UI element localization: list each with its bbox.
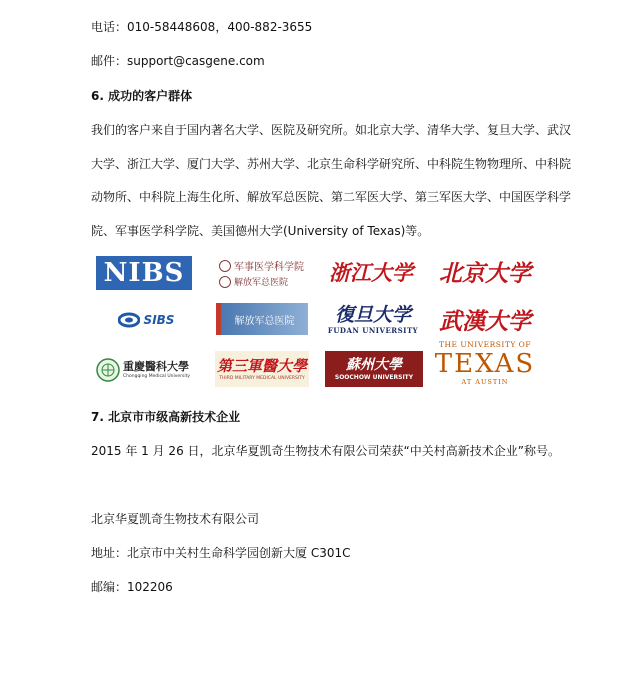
section-7-heading: 7. 北京市市级高新技术企业 — [91, 410, 241, 424]
cqmu-emblem-icon — [96, 358, 120, 382]
amms-emblem-icon-2 — [219, 276, 231, 288]
footer-company: 北京华夏凯奇生物技术有限公司 — [91, 512, 260, 526]
ut-logo-main: TEXAS — [434, 348, 536, 379]
suda-logo-en: SOOCHOW UNIVERSITY — [334, 374, 414, 381]
client-logos-grid — [96, 253, 536, 389]
sibs-logo — [106, 305, 186, 335]
section-6-heading: 6. 成功的客户群体 — [91, 89, 193, 103]
amms-top-text: 军事医学科学院 — [234, 262, 304, 273]
cqmu-logo-cn: 重慶醫科大學 — [123, 360, 189, 373]
tmmu-logo-en: THIRD MILITARY MEDICAL UNIVERSITY — [219, 376, 305, 381]
chinese-pla-hospital-logo — [216, 303, 308, 335]
section-6-line-3: 动物所、中科院上海生化所、解放军总医院、第二军医大学、第三军医大学、中国医学科学 — [91, 190, 572, 204]
zju-logo — [324, 255, 418, 289]
section-6-line-4: 院、军事医学科学院、美国德州大学(University of Texas)等。 — [91, 224, 430, 238]
fudan-logo-cn: 復旦大学 — [334, 303, 411, 326]
amms-bottom-text: 解放军总医院 — [234, 278, 289, 288]
ut-logo-top: THE UNIVERSITY OF — [438, 339, 532, 349]
amms-logo — [215, 255, 309, 291]
nibs-logo — [96, 256, 192, 290]
ut-austin-logo — [434, 337, 536, 389]
sibs-swirl-icon — [118, 312, 140, 328]
pku-logo — [434, 253, 536, 289]
suda-logo — [325, 351, 423, 387]
nibs-logo-text: NIBS — [103, 258, 185, 288]
cpla-logo-text: 解放军总医院 — [234, 315, 295, 327]
section-6-line-2: 大学、浙江大学、厦门大学、苏州大学、北京生命科学研究所、中科院生物物理所、中科院 — [91, 157, 572, 171]
section-6-line-1: 我们的客户来自于国内著名大学、医院及研究所。如北京大学、清华大学、复旦大学、武汉 — [91, 123, 572, 137]
fudan-logo — [325, 301, 421, 337]
footer-postcode: 邮编：102206 — [91, 580, 173, 594]
contact-phone: 电话：010-58448608，400-882-3655 — [91, 20, 313, 34]
amms-emblem-icon — [219, 260, 231, 272]
whu-logo-text: 武漢大学 — [439, 307, 531, 335]
whu-logo — [434, 301, 536, 337]
cqmu-logo-en: Chongqing Medical University — [123, 374, 191, 379]
footer-address: 地址：北京市中关村生命科学园创新大厦 C301C — [91, 546, 351, 560]
section-7-para: 2015 年 1 月 26 日，北京华夏凯奇生物技术有限公司荣获“中关村高新技术企业”称号。 — [91, 444, 560, 458]
ut-logo-bottom: AT AUSTIN — [461, 377, 509, 386]
suda-logo-cn: 蘇州大學 — [346, 357, 402, 373]
pku-logo-text: 北京大学 — [439, 259, 531, 287]
tmmu-logo-cn: 第三軍醫大學 — [216, 357, 307, 375]
contact-email: 邮件：support@casgene.com — [91, 54, 265, 68]
zju-logo-text: 浙江大学 — [329, 260, 413, 285]
tmmu-logo — [215, 351, 309, 387]
sibs-logo-text: SIBS — [143, 313, 175, 327]
fudan-logo-en: FUDAN UNIVERSITY — [327, 325, 419, 335]
cqmu-logo — [96, 353, 194, 387]
